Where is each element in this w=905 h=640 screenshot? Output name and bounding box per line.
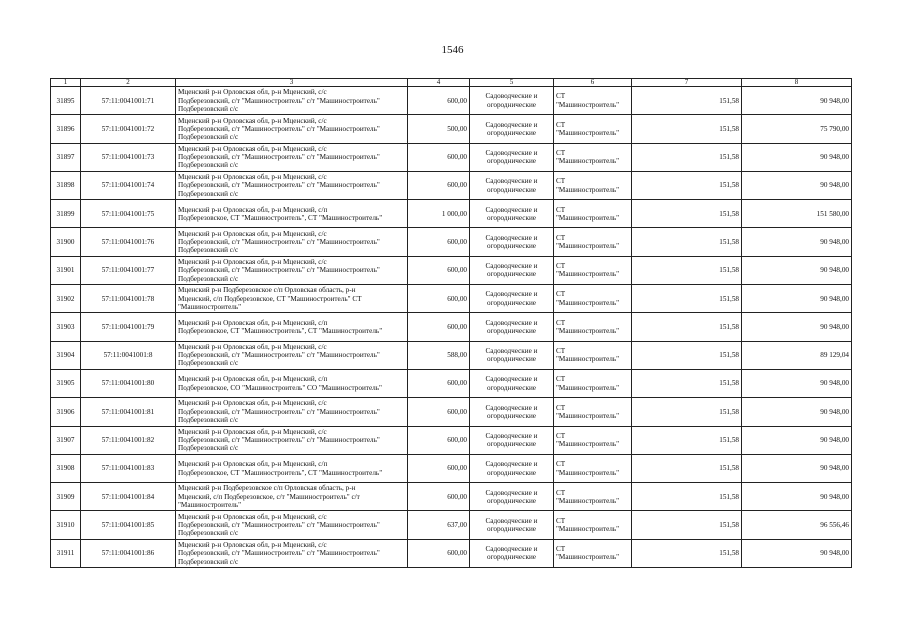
address-cell: Мценский р-н Орловская обл, р-н Мценский, с/с Подберезовский, с/т "Машиностроитель" с/т "Машиностроитель" Подберезовский с/с [176, 511, 408, 539]
unit-price-cell: 151,58 [632, 143, 742, 171]
address-cell: Мценский р-н Орловская обл, р-н Мценский, с/с Подберезовский, с/т "Машиностроитель" с/т "Машиностроитель" Подберезовский с/с [176, 539, 408, 567]
organization-cell: СТ "Машиностроитель" [554, 313, 632, 341]
cadastral-value-cell: 90 948,00 [742, 539, 852, 567]
cadastral-value-cell: 90 948,00 [742, 454, 852, 482]
header-row [51, 79, 852, 87]
organization-cell: СТ "Машиностроитель" [554, 539, 632, 567]
land-use-cell: Садоводческие и огороднические [470, 426, 554, 454]
organization-cell: СТ "Машиностроитель" [554, 143, 632, 171]
cadastral-number: 57:11:0041001:74 [81, 171, 176, 199]
cadastral-value-cell: 90 948,00 [742, 256, 852, 284]
table-body [51, 87, 852, 568]
cadastral-number: 57:11:0041001:83 [81, 454, 176, 482]
row-number: 31906 [51, 398, 81, 426]
cadastral-number: 57:11:0041001:80 [81, 369, 176, 397]
area-cell: 500,00 [408, 115, 470, 143]
address-cell: Мценский р-н Орловская обл, р-н Мценский, с/с Подберезовский, с/т "Машиностроитель" с/т "Машиностроитель" Подберезовский с/с [176, 256, 408, 284]
table-row [51, 115, 852, 143]
organization-cell: СТ "Машиностроитель" [554, 171, 632, 199]
unit-price-cell: 151,58 [632, 313, 742, 341]
address-cell: Мценский р-н Орловская обл, р-н Мценский, с/с Подберезовский, с/т "Машиностроитель" с/т "Машиностроитель" Подберезовский с/с [176, 115, 408, 143]
area-cell: 600,00 [408, 256, 470, 284]
cadastral-value-cell: 90 948,00 [742, 143, 852, 171]
table-row [51, 143, 852, 171]
row-number: 31898 [51, 171, 81, 199]
land-registry-table [50, 78, 852, 568]
cadastral-value-cell: 90 948,00 [742, 87, 852, 115]
organization-cell: СТ "Машиностроитель" [554, 115, 632, 143]
col-header-7: 7 [632, 79, 742, 87]
unit-price-cell: 151,58 [632, 115, 742, 143]
area-cell: 588,00 [408, 341, 470, 369]
unit-price-cell: 151,58 [632, 369, 742, 397]
unit-price-cell: 151,58 [632, 426, 742, 454]
table-row [51, 398, 852, 426]
address-cell: Мценский р-н Орловская обл, р-н Мценский, с/п Подберезовское, СТ "Машиностроитель", СТ "Машиностроитель" [176, 454, 408, 482]
row-number: 31904 [51, 341, 81, 369]
row-number: 31895 [51, 87, 81, 115]
cadastral-value-cell: 96 556,46 [742, 511, 852, 539]
address-cell: Мценский р-н Орловская обл, р-н Мценский, с/с Подберезовский, с/т "Машиностроитель" с/т "Машиностроитель" Подберезовский с/с [176, 228, 408, 256]
cadastral-number: 57:11:0041001:85 [81, 511, 176, 539]
cadastral-number: 57:11:0041001:8 [81, 341, 176, 369]
land-use-cell: Садоводческие и огороднические [470, 539, 554, 567]
organization-cell: СТ "Машиностроитель" [554, 228, 632, 256]
area-cell: 637,00 [408, 511, 470, 539]
row-number: 31905 [51, 369, 81, 397]
area-cell: 600,00 [408, 369, 470, 397]
cadastral-number: 57:11:0041001:86 [81, 539, 176, 567]
cadastral-number: 57:11:0041001:84 [81, 483, 176, 511]
address-cell: Мценский р-н Орловская обл, р-н Мценский, с/с Подберезовский, с/т "Машиностроитель" с/т "Машиностроитель" Подберезовский с/с [176, 398, 408, 426]
col-header-6: 6 [554, 79, 632, 87]
cadastral-value-cell: 90 948,00 [742, 228, 852, 256]
address-cell: Мценский р-н Подберезовское с/п Орловская область, р-н Мценский, с/п Подберезовское, с/т "Машиностроитель" с/т "Машиностроитель" [176, 483, 408, 511]
cadastral-number: 57:11:0041001:71 [81, 87, 176, 115]
unit-price-cell: 151,58 [632, 200, 742, 228]
area-cell: 600,00 [408, 228, 470, 256]
unit-price-cell: 151,58 [632, 87, 742, 115]
col-header-3: 3 [176, 79, 408, 87]
table-row [51, 256, 852, 284]
land-use-cell: Садоводческие и огороднические [470, 483, 554, 511]
area-cell: 600,00 [408, 143, 470, 171]
organization-cell: СТ "Машиностроитель" [554, 285, 632, 313]
row-number: 31910 [51, 511, 81, 539]
unit-price-cell: 151,58 [632, 285, 742, 313]
col-header-1: 1 [51, 79, 81, 87]
cadastral-value-cell: 90 948,00 [742, 426, 852, 454]
cadastral-value-cell: 90 948,00 [742, 285, 852, 313]
area-cell: 1 000,00 [408, 200, 470, 228]
table-row [51, 426, 852, 454]
cadastral-value-cell: 90 948,00 [742, 171, 852, 199]
table-row [51, 87, 852, 115]
area-cell: 600,00 [408, 539, 470, 567]
address-cell: Мценский р-н Орловская обл, р-н Мценский, с/с Подберезовский, с/т "Машиностроитель" с/т "Машиностроитель" Подберезовский с/с [176, 143, 408, 171]
cadastral-number: 57:11:0041001:82 [81, 426, 176, 454]
unit-price-cell: 151,58 [632, 539, 742, 567]
land-use-cell: Садоводческие и огороднические [470, 341, 554, 369]
area-cell: 600,00 [408, 285, 470, 313]
organization-cell: СТ "Машиностроитель" [554, 398, 632, 426]
table-row [51, 285, 852, 313]
address-cell: Мценский р-н Орловская обл, р-н Мценский, с/п Подберезовское, СО "Машиностроитель" СО "Машиностроитель" [176, 369, 408, 397]
land-use-cell: Садоводческие и огороднические [470, 454, 554, 482]
table-row [51, 313, 852, 341]
cadastral-number: 57:11:0041001:75 [81, 200, 176, 228]
page-number: 1546 [441, 44, 464, 56]
cadastral-number: 57:11:0041001:72 [81, 115, 176, 143]
land-use-cell: Садоводческие и огороднические [470, 200, 554, 228]
address-cell: Мценский р-н Подберезовское с/п Орловская область, р-н Мценский, с/п Подберезовское, СТ "Машиностроитель" СТ "Машиностроитель" [176, 285, 408, 313]
organization-cell: СТ "Машиностроитель" [554, 87, 632, 115]
row-number: 31900 [51, 228, 81, 256]
cadastral-number: 57:11:0041001:78 [81, 285, 176, 313]
cadastral-number: 57:11:0041001:77 [81, 256, 176, 284]
organization-cell: СТ "Машиностроитель" [554, 200, 632, 228]
row-number: 31911 [51, 539, 81, 567]
table-row [51, 200, 852, 228]
table-row [51, 228, 852, 256]
cadastral-number: 57:11:0041001:73 [81, 143, 176, 171]
organization-cell: СТ "Машиностроитель" [554, 483, 632, 511]
unit-price-cell: 151,58 [632, 454, 742, 482]
row-number: 31908 [51, 454, 81, 482]
col-header-5: 5 [470, 79, 554, 87]
row-number: 31903 [51, 313, 81, 341]
land-use-cell: Садоводческие и огороднические [470, 115, 554, 143]
unit-price-cell: 151,58 [632, 398, 742, 426]
cadastral-value-cell: 90 948,00 [742, 398, 852, 426]
row-number: 31901 [51, 256, 81, 284]
area-cell: 600,00 [408, 171, 470, 199]
land-use-cell: Садоводческие и огороднические [470, 285, 554, 313]
row-number: 31899 [51, 200, 81, 228]
land-use-cell: Садоводческие и огороднические [470, 228, 554, 256]
col-header-8: 8 [742, 79, 852, 87]
land-use-cell: Садоводческие и огороднические [470, 313, 554, 341]
unit-price-cell: 151,58 [632, 341, 742, 369]
area-cell: 600,00 [408, 398, 470, 426]
row-number: 31902 [51, 285, 81, 313]
cadastral-value-cell: 151 580,00 [742, 200, 852, 228]
organization-cell: СТ "Машиностроитель" [554, 341, 632, 369]
organization-cell: СТ "Машиностроитель" [554, 511, 632, 539]
land-use-cell: Садоводческие и огороднические [470, 87, 554, 115]
area-cell: 600,00 [408, 426, 470, 454]
cadastral-value-cell: 89 129,04 [742, 341, 852, 369]
cadastral-number: 57:11:0041001:79 [81, 313, 176, 341]
table-row [51, 539, 852, 567]
cadastral-value-cell: 75 790,00 [742, 115, 852, 143]
col-header-2: 2 [81, 79, 176, 87]
cadastral-number: 57:11:0041001:76 [81, 228, 176, 256]
land-use-cell: Садоводческие и огороднические [470, 256, 554, 284]
area-cell: 600,00 [408, 313, 470, 341]
address-cell: Мценский р-н Орловская обл, р-н Мценский, с/п Подберезовское, СТ "Машиностроитель", СТ "Машиностроитель" [176, 313, 408, 341]
row-number: 31897 [51, 143, 81, 171]
address-cell: Мценский р-н Орловская обл, р-н Мценский, с/п Подберезовское, СТ "Машиностроитель", СТ "Машиностроитель" [176, 200, 408, 228]
cadastral-number: 57:11:0041001:81 [81, 398, 176, 426]
cadastral-value-cell: 90 948,00 [742, 483, 852, 511]
area-cell: 600,00 [408, 454, 470, 482]
unit-price-cell: 151,58 [632, 256, 742, 284]
land-use-cell: Садоводческие и огороднические [470, 171, 554, 199]
area-cell: 600,00 [408, 87, 470, 115]
address-cell: Мценский р-н Орловская обл, р-н Мценский, с/с Подберезовский, с/т "Машиностроитель" с/т "Машиностроитель" Подберезовский с/с [176, 341, 408, 369]
organization-cell: СТ "Машиностроитель" [554, 426, 632, 454]
col-header-4: 4 [408, 79, 470, 87]
table-row [51, 483, 852, 511]
unit-price-cell: 151,58 [632, 228, 742, 256]
unit-price-cell: 151,58 [632, 171, 742, 199]
row-number: 31909 [51, 483, 81, 511]
unit-price-cell: 151,58 [632, 511, 742, 539]
table-row [51, 341, 852, 369]
row-number: 31896 [51, 115, 81, 143]
address-cell: Мценский р-н Орловская обл, р-н Мценский, с/с Подберезовский, с/т "Машиностроитель" с/т "Машиностроитель" Подберезовский с/с [176, 426, 408, 454]
land-use-cell: Садоводческие и огороднические [470, 143, 554, 171]
area-cell: 600,00 [408, 483, 470, 511]
land-use-cell: Садоводческие и огороднические [470, 398, 554, 426]
row-number: 31907 [51, 426, 81, 454]
table-row [51, 454, 852, 482]
address-cell: Мценский р-н Орловская обл, р-н Мценский, с/с Подберезовский, с/т "Машиностроитель" с/т "Машиностроитель" Подберезовский с/с [176, 87, 408, 115]
organization-cell: СТ "Машиностроитель" [554, 256, 632, 284]
land-use-cell: Садоводческие и огороднические [470, 511, 554, 539]
cadastral-value-cell: 90 948,00 [742, 369, 852, 397]
table-row [51, 171, 852, 199]
cadastral-value-cell: 90 948,00 [742, 313, 852, 341]
unit-price-cell: 151,58 [632, 483, 742, 511]
land-use-cell: Садоводческие и огороднические [470, 369, 554, 397]
organization-cell: СТ "Машиностроитель" [554, 454, 632, 482]
table-row [51, 369, 852, 397]
organization-cell: СТ "Машиностроитель" [554, 369, 632, 397]
address-cell: Мценский р-н Орловская обл, р-н Мценский, с/с Подберезовский, с/т "Машиностроитель" с/т "Машиностроитель" Подберезовский с/с [176, 171, 408, 199]
table-row [51, 511, 852, 539]
